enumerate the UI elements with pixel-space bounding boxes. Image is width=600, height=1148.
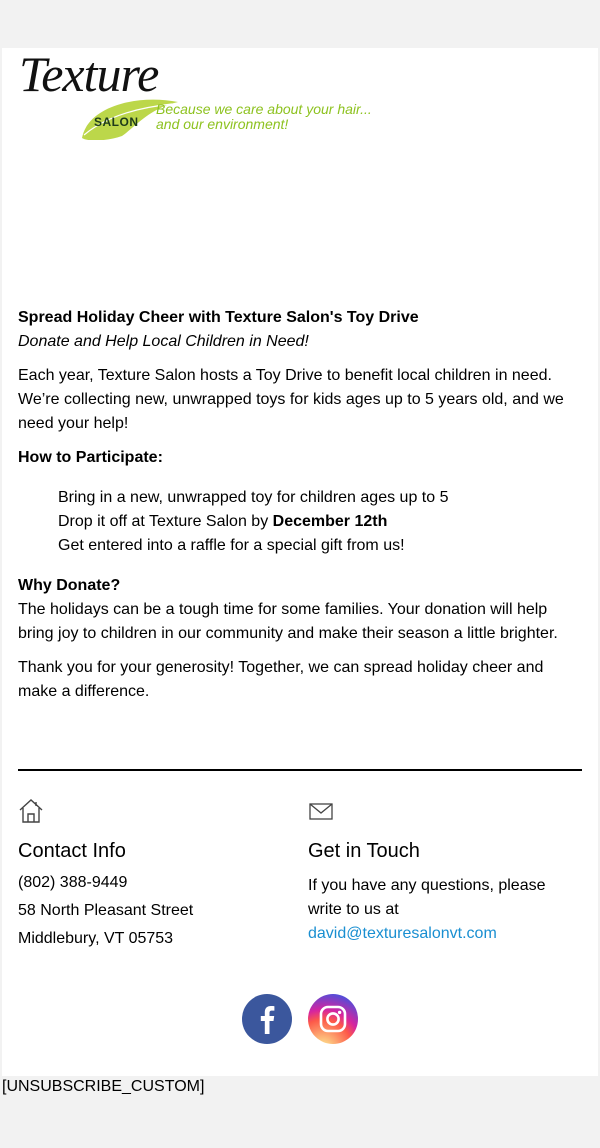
texture-salon-logo [18,48,398,140]
logo-wordmark: Texture [19,46,159,102]
touch-text: If you have any questions, please write to us at [308,877,546,918]
email-card [2,48,598,1076]
facebook-icon[interactable] [242,994,292,1044]
step-item: Get entered into a raffle for a special gift from us! [58,537,405,554]
intro-paragraph: Each year, Texture Salon hosts a Toy Drive to benefit local children in need. We’re collecting new, unwrapped toys for kids ages up to 5 years old, and we need your help! [18,367,564,432]
get-in-touch-column [308,798,578,946]
unsubscribe-link[interactable]: [UNSUBSCRIBE_CUSTOM] [2,1078,205,1095]
how-to-participate-label: How to Participate: [18,449,163,466]
get-in-touch-title: Get in Touch [308,840,420,862]
email-body [18,306,578,704]
email-link[interactable]: david@texturesalonvt.com [308,925,497,942]
instagram-icon[interactable] [308,994,358,1044]
mail-icon [308,798,334,824]
get-in-touch-text [308,874,578,946]
footer-divider [18,769,582,771]
logo-tagline-line-1: Because we care about your hair... [156,101,372,117]
contact-info-column [18,798,288,948]
participation-steps [18,486,578,558]
headline: Spread Holiday Cheer with Texture Salon's Toy Drive [18,309,419,326]
step-item: Bring in a new, unwrapped toy for children ages up to 5 [58,489,449,506]
phone-number: (802) 388-9449 [18,874,128,891]
logo-tagline-line-2: and our environment! [156,116,289,132]
social-links [242,994,362,1044]
contact-info-title: Contact Info [18,840,126,862]
street-address: 58 North Pleasant Street [18,902,194,919]
city-state-zip: Middlebury, VT 05753 [18,930,174,947]
logo-tagline [156,102,372,132]
thank-you-paragraph: Thank you for your generosity! Together, we can spread holiday cheer and make a difference. [18,659,544,700]
deadline-date: December 12th [272,513,388,530]
why-donate-text: The holidays can be a tough time for some families. Your donation will help bring joy to children in our community and make their season a little brighter. [18,601,558,642]
step-text: Drop it off at Texture Salon by [58,513,273,530]
home-icon [18,798,44,824]
subheadline: Donate and Help Local Children in Need! [18,333,309,350]
why-donate-label: Why Donate? [18,577,121,594]
logo-salon-badge: SALON [94,115,139,129]
step-item [58,510,578,534]
